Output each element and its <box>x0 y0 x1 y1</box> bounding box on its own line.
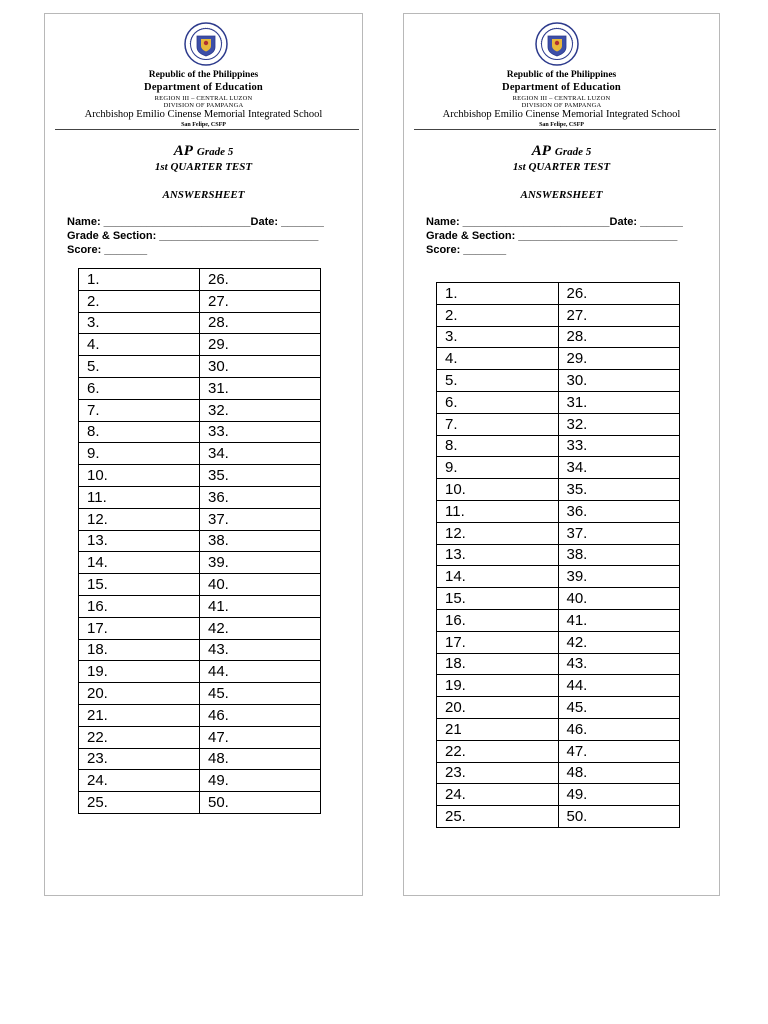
answer-number-cell: 35. <box>558 479 680 501</box>
test-title: 1st QUARTER TEST <box>154 161 253 173</box>
answer-number-cell: 6. <box>437 391 559 413</box>
name-date-field: Name: ________________________Date: _______ <box>67 216 324 228</box>
answer-number-cell: 25. <box>79 792 200 814</box>
answer-number-cell: 20. <box>437 697 559 719</box>
answersheet-title: ANSWERSHEET <box>520 189 603 201</box>
answer-number-cell: 30. <box>558 370 680 392</box>
answer-grid <box>78 268 321 814</box>
answer-number-cell: 1. <box>437 283 559 305</box>
table-row <box>437 326 680 348</box>
table-row <box>79 312 321 334</box>
table-row <box>437 457 680 479</box>
subject-name: AP <box>531 143 551 159</box>
answer-number-cell: 27. <box>558 304 680 326</box>
answer-sheet-right <box>403 13 720 896</box>
table-row <box>437 653 680 675</box>
answer-number-cell: 18. <box>437 653 559 675</box>
answer-number-cell: 9. <box>79 443 200 465</box>
answer-number-cell: 32. <box>558 413 680 435</box>
answersheet-title: ANSWERSHEET <box>162 189 245 201</box>
answer-number-cell: 40. <box>200 574 321 596</box>
school-location: San Felipe, CSFP <box>539 122 584 128</box>
test-title: 1st QUARTER TEST <box>512 161 611 173</box>
department-label: Department of Education <box>502 82 621 93</box>
grade-section-field: Grade & Section: __________________________ <box>426 230 678 242</box>
answer-number-cell: 30. <box>200 356 321 378</box>
answer-number-cell: 4. <box>79 334 200 356</box>
table-row <box>79 443 321 465</box>
table-row <box>79 704 321 726</box>
answer-number-cell: 24. <box>437 784 559 806</box>
subject-title <box>45 142 362 160</box>
answer-number-cell: 22. <box>79 726 200 748</box>
answer-number-cell: 37. <box>200 508 321 530</box>
answer-number-cell: 2. <box>437 304 559 326</box>
table-row <box>79 792 321 814</box>
answer-number-cell: 49. <box>558 784 680 806</box>
table-row <box>437 479 680 501</box>
table-row <box>79 377 321 399</box>
answer-number-cell: 17. <box>437 631 559 653</box>
answer-number-cell: 43. <box>558 653 680 675</box>
answer-number-cell: 24. <box>79 770 200 792</box>
subject-title <box>404 142 719 160</box>
answer-number-cell: 40. <box>558 588 680 610</box>
table-row <box>79 465 321 487</box>
answer-number-cell: 42. <box>200 617 321 639</box>
table-row <box>79 595 321 617</box>
answer-number-cell: 10. <box>79 465 200 487</box>
table-row <box>79 334 321 356</box>
answer-number-cell: 45. <box>558 697 680 719</box>
answer-number-cell: 28. <box>558 326 680 348</box>
division-label: DIVISION OF PAMPANGA <box>521 102 602 109</box>
answer-number-cell: 26. <box>200 269 321 291</box>
answer-number-cell: 21 <box>437 718 559 740</box>
table-row <box>437 304 680 326</box>
table-row <box>437 588 680 610</box>
answer-number-cell: 19. <box>79 661 200 683</box>
table-row <box>437 283 680 305</box>
answer-number-cell: 3. <box>79 312 200 334</box>
name-date-field: Name: ________________________Date: _______ <box>426 216 683 228</box>
answer-number-cell: 32. <box>200 399 321 421</box>
answer-number-cell: 39. <box>200 552 321 574</box>
table-row <box>437 435 680 457</box>
division-label: DIVISION OF PAMPANGA <box>163 102 244 109</box>
answer-number-cell: 33. <box>200 421 321 443</box>
deped-seal-icon <box>184 22 228 66</box>
answer-number-cell: 11. <box>437 500 559 522</box>
answer-number-cell: 10. <box>437 479 559 501</box>
score-field: Score: _______ <box>426 244 507 256</box>
table-row <box>437 675 680 697</box>
table-row <box>79 726 321 748</box>
answer-number-cell: 29. <box>200 334 321 356</box>
answer-number-cell: 16. <box>437 609 559 631</box>
table-row <box>79 770 321 792</box>
answer-number-cell: 33. <box>558 435 680 457</box>
table-row <box>437 740 680 762</box>
table-row <box>79 748 321 770</box>
table-row <box>437 413 680 435</box>
answer-number-cell: 38. <box>558 544 680 566</box>
answer-number-cell: 23. <box>79 748 200 770</box>
answer-number-cell: 17. <box>79 617 200 639</box>
republic-label: Republic of the Philippines <box>148 70 259 80</box>
grade-section-field: Grade & Section: __________________________ <box>67 230 319 242</box>
grade-level: Grade 5 <box>196 146 234 158</box>
table-row <box>79 508 321 530</box>
answer-number-cell: 1. <box>79 269 200 291</box>
grade-level: Grade 5 <box>554 146 592 158</box>
table-row <box>437 784 680 806</box>
table-row <box>437 631 680 653</box>
answer-number-cell: 14. <box>437 566 559 588</box>
answer-number-cell: 41. <box>558 609 680 631</box>
table-row <box>437 391 680 413</box>
answer-number-cell: 36. <box>200 486 321 508</box>
table-row <box>79 421 321 443</box>
answer-number-cell: 8. <box>437 435 559 457</box>
answer-number-cell: 5. <box>437 370 559 392</box>
table-row <box>437 566 680 588</box>
table-row <box>79 486 321 508</box>
answer-number-cell: 9. <box>437 457 559 479</box>
answer-number-cell: 5. <box>79 356 200 378</box>
answer-number-cell: 46. <box>200 704 321 726</box>
table-row <box>79 530 321 552</box>
answer-grid <box>436 282 680 828</box>
answer-sheet-left <box>44 13 363 896</box>
table-row <box>79 399 321 421</box>
answer-number-cell: 15. <box>437 588 559 610</box>
table-row <box>437 762 680 784</box>
table-row <box>437 718 680 740</box>
deped-seal-icon <box>535 22 579 66</box>
answer-number-cell: 26. <box>558 283 680 305</box>
answer-number-cell: 3. <box>437 326 559 348</box>
table-row <box>79 290 321 312</box>
answer-number-cell: 20. <box>79 683 200 705</box>
school-location: San Felipe, CSFP <box>181 122 226 128</box>
answer-number-cell: 16. <box>79 595 200 617</box>
answer-number-cell: 28. <box>200 312 321 334</box>
answer-number-cell: 35. <box>200 465 321 487</box>
table-row <box>437 348 680 370</box>
answer-number-cell: 46. <box>558 718 680 740</box>
table-row <box>437 544 680 566</box>
table-row <box>79 683 321 705</box>
answer-number-cell: 47. <box>200 726 321 748</box>
answer-number-cell: 44. <box>200 661 321 683</box>
answer-number-cell: 42. <box>558 631 680 653</box>
answer-number-cell: 45. <box>200 683 321 705</box>
answer-number-cell: 14. <box>79 552 200 574</box>
answer-number-cell: 25. <box>437 806 559 828</box>
answer-number-cell: 47. <box>558 740 680 762</box>
department-label: Department of Education <box>144 82 263 93</box>
table-row <box>79 574 321 596</box>
answer-number-cell: 38. <box>200 530 321 552</box>
answer-number-cell: 50. <box>200 792 321 814</box>
table-row <box>79 552 321 574</box>
table-row <box>79 269 321 291</box>
table-row <box>79 639 321 661</box>
header-divider <box>55 129 359 130</box>
table-row <box>79 356 321 378</box>
table-row <box>437 609 680 631</box>
region-label: REGION III – CENTRAL LUZON <box>512 95 611 102</box>
answer-number-cell: 34. <box>200 443 321 465</box>
answer-number-cell: 34. <box>558 457 680 479</box>
answer-number-cell: 11. <box>79 486 200 508</box>
table-row <box>437 500 680 522</box>
answer-number-cell: 2. <box>79 290 200 312</box>
answer-number-cell: 29. <box>558 348 680 370</box>
table-row <box>79 661 321 683</box>
answer-number-cell: 43. <box>200 639 321 661</box>
answer-number-cell: 44. <box>558 675 680 697</box>
school-name: Archbishop Emilio Cinense Memorial Integrated School <box>442 109 681 120</box>
answer-number-cell: 23. <box>437 762 559 784</box>
republic-label: Republic of the Philippines <box>506 70 617 80</box>
subject-name: AP <box>173 143 193 159</box>
answer-number-cell: 36. <box>558 500 680 522</box>
answer-number-cell: 50. <box>558 806 680 828</box>
answer-number-cell: 13. <box>437 544 559 566</box>
table-row <box>437 522 680 544</box>
answer-number-cell: 7. <box>437 413 559 435</box>
answer-number-cell: 18. <box>79 639 200 661</box>
region-label: REGION III – CENTRAL LUZON <box>154 95 253 102</box>
answer-number-cell: 8. <box>79 421 200 443</box>
answer-number-cell: 41. <box>200 595 321 617</box>
answer-number-cell: 13. <box>79 530 200 552</box>
answer-number-cell: 48. <box>558 762 680 784</box>
header-divider <box>414 129 716 130</box>
table-row <box>437 697 680 719</box>
answer-number-cell: 37. <box>558 522 680 544</box>
answer-number-cell: 27. <box>200 290 321 312</box>
table-row <box>437 806 680 828</box>
answer-number-cell: 12. <box>79 508 200 530</box>
answer-number-cell: 6. <box>79 377 200 399</box>
answer-number-cell: 31. <box>558 391 680 413</box>
answer-number-cell: 31. <box>200 377 321 399</box>
answer-number-cell: 39. <box>558 566 680 588</box>
answer-number-cell: 48. <box>200 748 321 770</box>
answer-number-cell: 22. <box>437 740 559 762</box>
answer-number-cell: 49. <box>200 770 321 792</box>
answer-number-cell: 19. <box>437 675 559 697</box>
answer-number-cell: 21. <box>79 704 200 726</box>
school-name: Archbishop Emilio Cinense Memorial Integrated School <box>84 109 323 120</box>
table-row <box>79 617 321 639</box>
score-field: Score: _______ <box>67 244 148 256</box>
table-row <box>437 370 680 392</box>
answer-number-cell: 12. <box>437 522 559 544</box>
answer-number-cell: 15. <box>79 574 200 596</box>
answer-number-cell: 7. <box>79 399 200 421</box>
answer-number-cell: 4. <box>437 348 559 370</box>
